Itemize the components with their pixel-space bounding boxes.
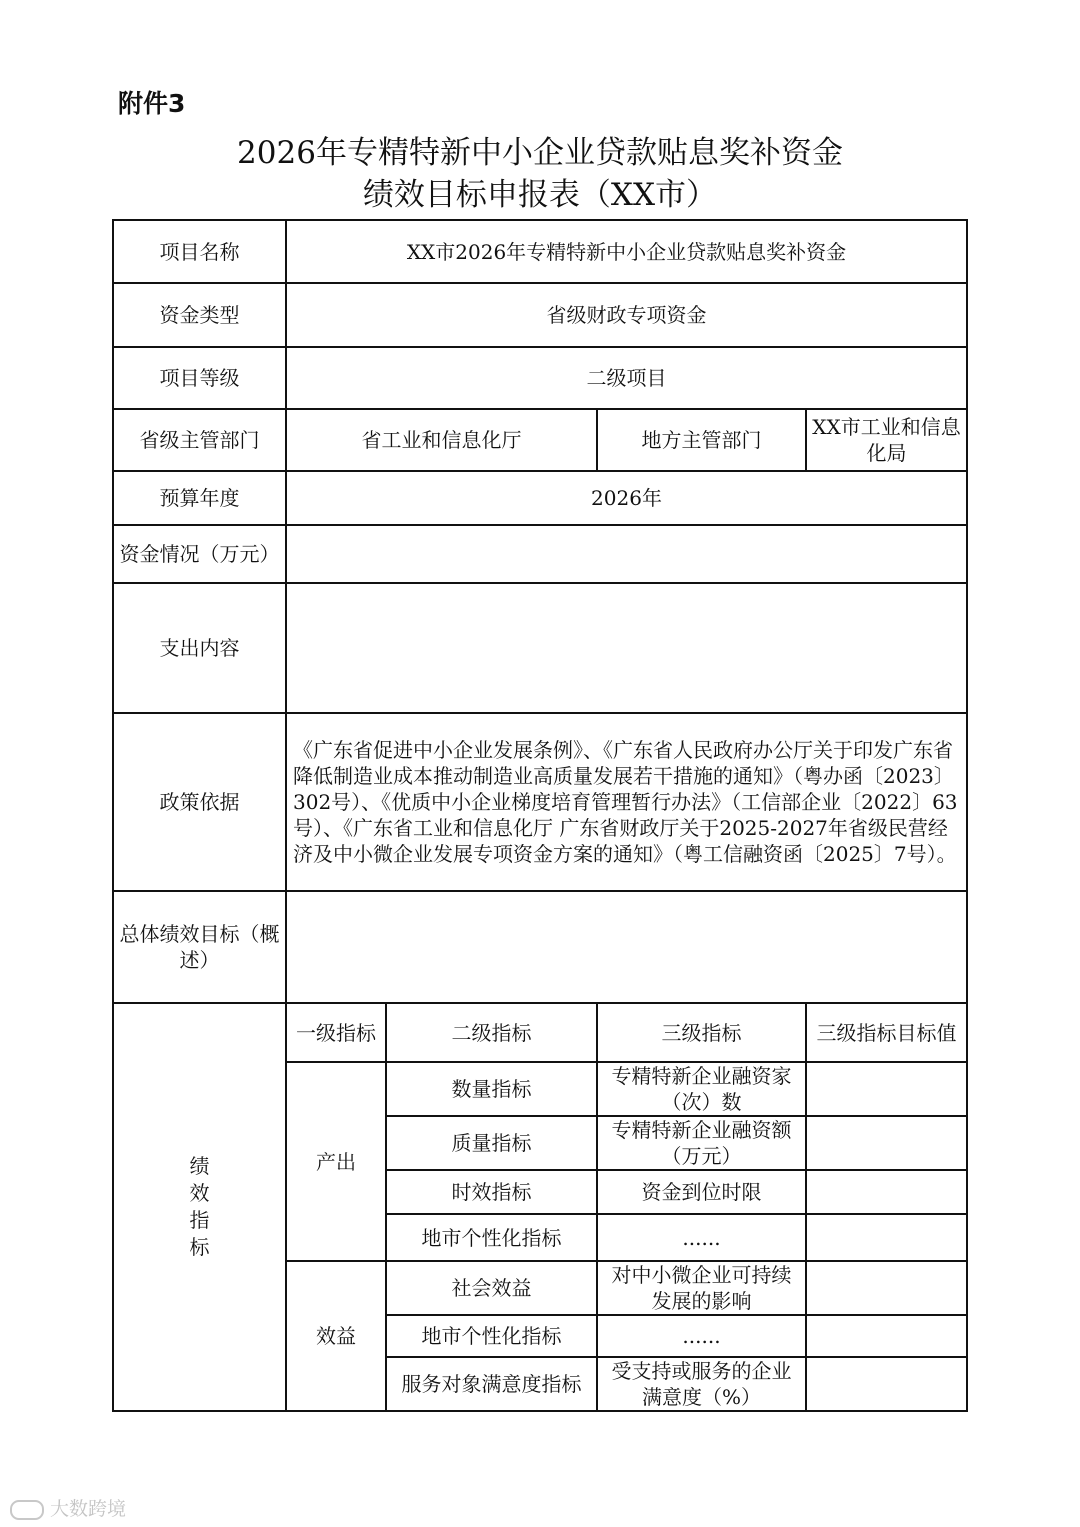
output-level2: 质量指标 <box>386 1116 597 1170</box>
benefit-target <box>806 1357 967 1411</box>
expenditure-value <box>286 583 967 713</box>
benefit-level3: ...... <box>597 1315 806 1357</box>
benefit-level2: 社会效益 <box>386 1261 597 1315</box>
benefit-level2: 地市个性化指标 <box>386 1315 597 1357</box>
policy-basis-value: 《广东省促进中小企业发展条例》、《广东省人民政府办公厅关于印发广东省降低制造业成本推动制造业高质量发展若干措施的通知》（粤办函〔2023〕302号）、《优质中小企业梯度培育管理暂行办法》（工信部企业〔2022〕63号）、《广东省工业和信息化厅 广东省财政厅关于2025-2027年省级民营经济及中小微企业发展专项资金方案的通知》（粤工信融资函〔2025〕7号）。 <box>286 713 967 891</box>
project-level-label: 项目等级 <box>113 347 286 409</box>
fund-status-value <box>286 525 967 583</box>
header-level1: 一级指标 <box>286 1003 386 1062</box>
policy-basis-label: 政策依据 <box>113 713 286 891</box>
output-level2: 数量指标 <box>386 1062 597 1116</box>
output-level3: 专精特新企业融资额（万元） <box>597 1116 806 1170</box>
output-level3: 资金到位时限 <box>597 1170 806 1214</box>
header-target: 三级指标目标值 <box>806 1003 967 1062</box>
header-level2: 二级指标 <box>386 1003 597 1062</box>
form-title-line1: 2026年专精特新中小企业贷款贴息奖补资金 <box>237 135 843 171</box>
output-level3: ...... <box>597 1214 806 1261</box>
indicators-section-label <box>113 1003 286 1411</box>
benefit-target <box>806 1315 967 1357</box>
project-level-value: 二级项目 <box>286 347 967 409</box>
benefit-target <box>806 1261 967 1315</box>
local-dept-label: 地方主管部门 <box>597 409 806 471</box>
output-target <box>806 1214 967 1261</box>
provincial-dept-value: 省工业和信息化厅 <box>286 409 597 471</box>
provincial-dept-label: 省级主管部门 <box>113 409 286 471</box>
budget-year-value: 2026年 <box>286 471 967 525</box>
output-level2: 时效指标 <box>386 1170 597 1214</box>
fund-type-value: 省级财政专项资金 <box>286 283 967 347</box>
output-target <box>806 1170 967 1214</box>
benefit-category: 效益 <box>286 1261 386 1411</box>
budget-year-label: 预算年度 <box>113 471 286 525</box>
output-target <box>806 1116 967 1170</box>
performance-target-form <box>112 219 968 1412</box>
watermark-text: 大数跨境 <box>50 1498 127 1520</box>
watermark <box>10 1494 126 1521</box>
header-level3: 三级指标 <box>597 1003 806 1062</box>
overall-goal-label: 总体绩效目标（概述） <box>113 891 286 1003</box>
attachment-label: 附件3 <box>118 89 186 118</box>
local-dept-value: XX市工业和信息化局 <box>806 409 967 471</box>
expenditure-label: 支出内容 <box>113 583 286 713</box>
benefit-level3: 受支持或服务的企业满意度（%） <box>597 1357 806 1411</box>
fund-type-label: 资金类型 <box>113 283 286 347</box>
output-category: 产出 <box>286 1062 386 1261</box>
project-name-value: XX市2026年专精特新中小企业贷款贴息奖补资金 <box>286 220 967 283</box>
watermark-logo-icon <box>10 1500 44 1520</box>
fund-status-label: 资金情况（万元） <box>113 525 286 583</box>
benefit-level2: 服务对象满意度指标 <box>386 1357 597 1411</box>
output-level3: 专精特新企业融资家（次）数 <box>597 1062 806 1116</box>
form-title-line2: 绩效目标申报表（XX市） <box>362 177 718 213</box>
indicators-section-text: 绩效指标 <box>189 1154 210 1259</box>
benefit-level3: 对中小微企业可持续发展的影响 <box>597 1261 806 1315</box>
overall-goal-value <box>286 891 967 1003</box>
output-level2: 地市个性化指标 <box>386 1214 597 1261</box>
output-target <box>806 1062 967 1116</box>
project-name-label: 项目名称 <box>113 220 286 283</box>
